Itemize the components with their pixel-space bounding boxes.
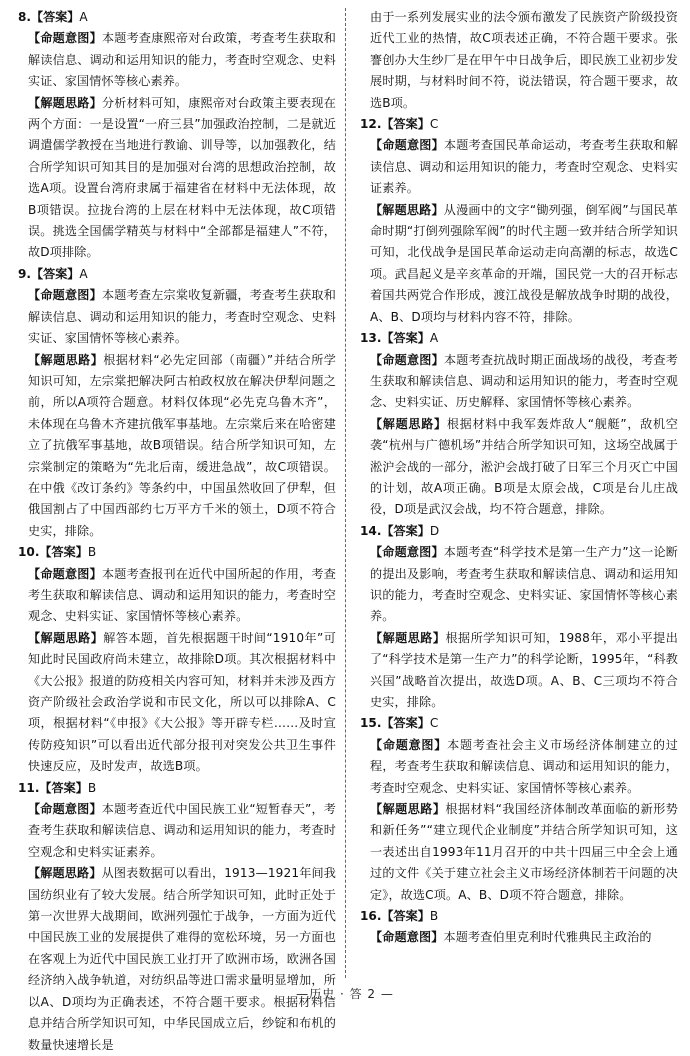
explanation-paragraph: 由于一系列发展实业的法令颁布激发了民族资产阶级投资近代工业的热情，故C项表述正确，不符合题干要求。张謇创办大生纱厂是在甲午中日战争后，即民族工业初步发展时期，与材料时间不符，说法错误，符合题干要求，故选B项。 (370, 10, 678, 110)
section-tag: 9.【答案】 (18, 266, 80, 281)
explanation-paragraph: 【解题思路】从漫画中的文字“锄列强，倒军阀”与国民革命时期“打倒列强除军阀”的时代主题一致并结合所学知识可知，北伐战争是国民革命运动走向高潮的标志，故选C项。武昌起义是辛亥革命的开端，国民党一大的召开标志着国共两党合作形成，渡江战役是解放战争时期的战役，A、B、D项均与材料内容不符，排除。 (370, 202, 678, 324)
explanation-paragraph: 【解题思路】解答本题，首先根据题干时间“1910年”可知此时民国政府尚未建立，故排除D项。其次根据材料中《大公报》报道的防疫相关内容可知，材料并未涉及西方资产阶级社会政治学说和市民文化，所以可以排除A、C项，根据材料“《申报》《大公报》等开辟专栏……及时宣传防疫知识”可以看出近代部分报刊对突发公共卫生事件快速反应，及时发声，故选B项。 (28, 630, 336, 774)
explanation-paragraph: 【命题意图】本题考查抗战时期正面战场的战役，考查考生获取和解读信息、调动和运用知识的能力，考查时空观念、史料实证、历史解释、家国情怀等核心素养。 (370, 352, 678, 410)
explanation-paragraph: 【命题意图】本题考查报刊在近代中国所起的作用，考查考生获取和解读信息、调动和运用知识的能力，考查时空观念、史料实证、家国情怀等核心素养。 (28, 566, 336, 624)
section-tag: 【解题思路】 (28, 866, 102, 881)
section-tag: 15.【答案】 (360, 716, 430, 731)
section-tag: 13.【答案】 (360, 331, 430, 346)
page-footer: —历史 · 答 2 — (296, 987, 394, 1001)
section-tag: 12.【答案】 (360, 117, 430, 132)
question-answer-line: 15.【答案】C (360, 716, 439, 731)
question-answer-line: 13.【答案】A (360, 331, 439, 346)
explanation-paragraph: 【解题思路】根据材料“我国经济体制改革面临的新形势和新任务”“建立现代企业制度”并结合所学知识可知，这一表述出自1993年11月召开的中共十四届三中全会上通过的文件《关于建立社会主义市场经济体制若干问题的决定》，故选C项。A、B、D项不符合题意，排除。 (370, 802, 678, 902)
section-tag: 8.【答案】 (18, 10, 80, 24)
section-tag: 【命题意图】 (28, 802, 102, 817)
section-tag: 10.【答案】 (18, 545, 88, 560)
question-answer-line: 11.【答案】B (18, 780, 97, 795)
explanation-paragraph: 【命题意图】本题考查近代中国民族工业“短暂春天”，考查考生获取和解读信息、调动和运用知识的能力，考查时空观念和史料实证素养。 (28, 802, 336, 859)
section-tag: 11.【答案】 (18, 780, 88, 795)
explanation-paragraph: 【命题意图】本题考查国民革命运动，考查考生获取和解读信息、调动和运用知识的能力，考查时空观念、史料实证素养。 (370, 138, 678, 196)
right-column (360, 7, 678, 949)
question-answer-line: 9.【答案】A (18, 266, 88, 281)
section-tag: 【命题意图】 (370, 930, 444, 945)
explanation-paragraph: 【解题思路】根据材料中我军轰炸敌人“舰艇”，敌机空袭“杭州与广德机场”并结合所学知识可知，这场空战属于淞沪会战的一部分，淞沪会战打破了日军三个月灭亡中国的计划，故A项正确。B项是太原会战，C项是台儿庄战役，D项是武汉会战，均不符合题意，排除。 (370, 416, 678, 517)
section-tag: 【命题意图】 (370, 545, 444, 560)
section-tag: 【命题意图】 (28, 31, 102, 46)
section-tag: 【命题意图】 (28, 288, 102, 303)
explanation-paragraph: 【命题意图】本题考查“科学技术是第一生产力”这一论断的提出及影响，考查考生获取和解读信息、调动和运用知识的能力，考查时空观念、史料实证、家国情怀等核心素养。 (370, 545, 678, 624)
section-tag: 【命题意图】 (370, 352, 444, 367)
question-answer-line: 16.【答案】B (360, 909, 439, 924)
explanation-paragraph: 【解题思路】根据材料“必先定回部（南疆）”并结合所学知识可知，左宗棠把解决阿古柏政权放在解决伊犁问题之前，所以A项符合题意。材料仅体现“必先克乌鲁木齐”，未体现在乌鲁木齐建抗俄军事基地。左宗棠后来在哈密建立了抗俄军事基地，故B项错误。结合所学知识可知，左宗棠制定的策略为“先北后南，缓进急战”，故C项错误。在中俄《改订条约》等条约中，中国虽然收回了伊犁，但俄国割占了中国西部约七万平方千米的领土，D项不符合史实，排除。 (28, 352, 336, 538)
section-tag: 【解题思路】 (370, 802, 446, 817)
left-column (18, 7, 336, 1056)
section-tag: 【解题思路】 (28, 352, 104, 367)
question-answer-line: 12.【答案】C (360, 117, 439, 132)
question-answer-line: 14.【答案】D (360, 523, 440, 538)
section-tag: 【解题思路】 (370, 202, 444, 217)
section-tag: 【解题思路】 (370, 630, 446, 645)
section-tag: 【解题思路】 (370, 416, 447, 431)
section-tag: 【命题意图】 (370, 138, 444, 153)
explanation-paragraph: 【解题思路】分析材料可知，康熙帝对台政策主要表现在两个方面：一是设置“一府三县”加强政治控制，二是就近调遣儒学教授在当地进行教谕、训导等，以加强教化，结合所学知识可知其目的是加强对台湾的思想政治控制，故选A项。设置台湾府隶属于福建省在材料中无法体现，故B项错误。拉拢台湾的上层在材料中无法体现，故C项错误。挑选全国儒学精英与材料中“全部都是福建人”不符，故D项排除。 (28, 95, 336, 260)
column-divider (345, 8, 346, 978)
explanation-paragraph: 【命题意图】本题考查社会主义市场经济体制建立的过程，考查考生获取和解读信息、调动和运用知识的能力，考查时空观念、史料实证、家国情怀等核心素养。 (370, 737, 678, 795)
section-tag: 16.【答案】 (360, 909, 430, 924)
explanation-paragraph: 【命题意图】本题考查左宗棠收复新疆，考查考生获取和解读信息、调动和运用知识的能力，考查时空观念、史料实证、家国情怀等核心素养。 (28, 288, 336, 346)
question-answer-line: 8.【答案】A (18, 10, 88, 24)
question-answer-line: 10.【答案】B (18, 545, 97, 560)
explanation-paragraph: 【命题意图】本题考查康熙帝对台政策，考查考生获取和解读信息、调动和运用知识的能力，考查时空观念、史料实证、家国情怀等核心素养。 (28, 31, 336, 89)
section-tag: 【解题思路】 (28, 630, 104, 645)
explanation-paragraph: 【解题思路】根据所学知识可知，1988年，邓小平提出了“科学技术是第一生产力”的科学论断，1995年，“科教兴国”战略首次提出，故选D项。A、B、C三项均不符合史实，排除。 (370, 630, 679, 709)
section-tag: 14.【答案】 (360, 523, 430, 538)
section-tag: 【解题思路】 (28, 95, 102, 110)
explanation-paragraph: 【解题思路】从图表数据可以看出，1913—1921年间我国纺织业有了较大发展。结合所学知识可知，此时正处于第一次世界大战期间，欧洲列强忙于战争，一方面为近代中国民族工业的发展提供了难得的宽松环境，另一方面也在客观上为近代中国民族工业打开了欧洲市场，欧洲各国经济纳入战争轨道，对纺织品等进口需求量明显增加，所以A、D项均为正确表述，不符合题干要求。根据材料信息并结合所学知识可知，中华民国成立后，纱锭和布机的数量快速增长是 (28, 866, 336, 1052)
explanation-paragraph: 【命题意图】本题考查伯里克利时代雅典民主政治的 (370, 930, 652, 945)
section-tag: 【命题意图】 (370, 737, 448, 752)
section-tag: 【命题意图】 (28, 566, 102, 581)
